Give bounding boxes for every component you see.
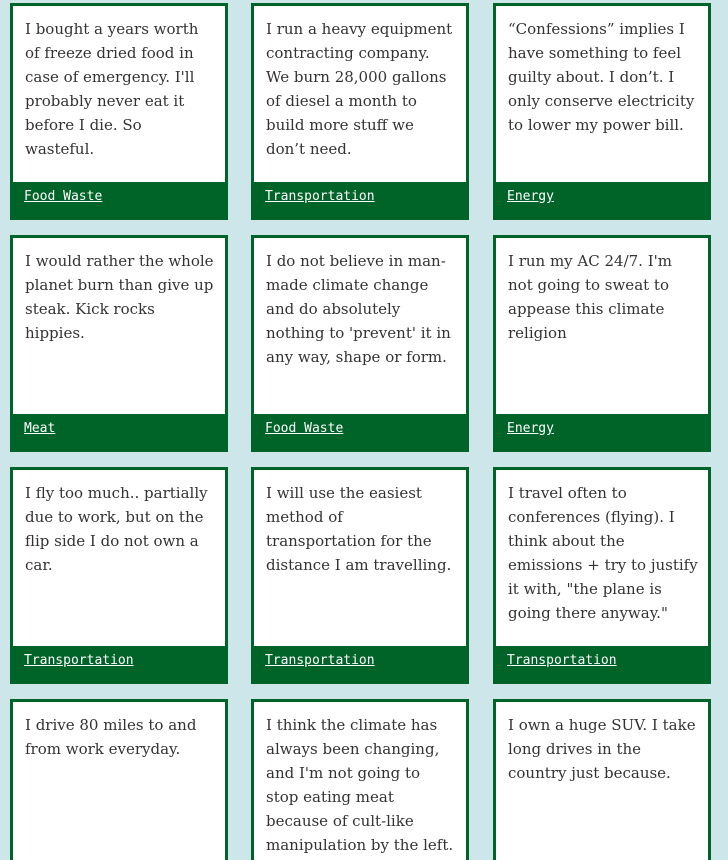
confession-card <box>251 467 469 684</box>
card-footer <box>254 182 466 217</box>
category-link-food-waste[interactable]: Food Waste <box>265 421 344 436</box>
confession-card <box>10 3 228 220</box>
confession-text: I travel often to conferences (flying). I think about the emissions + try to justify it with, "the plane is going there anyway." <box>508 484 698 622</box>
confession-card <box>493 3 711 220</box>
confession-card <box>493 467 711 684</box>
card-footer <box>496 414 708 449</box>
confession-card <box>251 235 469 452</box>
confession-card <box>493 235 711 452</box>
confession-card <box>10 235 228 452</box>
confession-card <box>493 699 711 860</box>
category-link-energy[interactable]: Energy <box>507 421 554 436</box>
confession-card <box>10 467 228 684</box>
category-link-transportation[interactable]: Transportation <box>24 653 134 668</box>
card-footer <box>254 646 466 681</box>
confession-text: I drive 80 miles to and from work everyday. <box>25 716 197 758</box>
card-footer <box>496 646 708 681</box>
confession-text: I bought a years worth of freeze dried food in case of emergency. I'll probably never eat it before I die. So wasteful. <box>25 20 199 158</box>
card-footer <box>13 182 225 217</box>
confession-card <box>251 3 469 220</box>
card-footer <box>496 182 708 217</box>
card-footer <box>254 414 466 449</box>
confession-text: “Confessions” implies I have something to feel guilty about. I don’t. I only conserve electricity to lower my power bill. <box>508 20 695 134</box>
card-footer <box>13 414 225 449</box>
confession-card <box>10 699 228 860</box>
confession-text: I do not believe in man-made climate change and do absolutely nothing to 'prevent' it in any way, shape or form. <box>266 252 451 366</box>
confession-text: I would rather the whole planet burn than give up steak. Kick rocks hippies. <box>25 252 214 342</box>
category-link-transportation[interactable]: Transportation <box>265 653 375 668</box>
confession-text: I own a huge SUV. I take long drives in the country just because. <box>508 716 696 782</box>
confession-text: I run a heavy equipment contracting company. We burn 28,000 gallons of diesel a month to build more stuff we don’t need. <box>266 20 453 158</box>
category-link-transportation[interactable]: Transportation <box>265 189 375 204</box>
category-link-food-waste[interactable]: Food Waste <box>24 189 103 204</box>
confession-text: I fly too much.. partially due to work, but on the flip side I do not own a car. <box>25 484 208 574</box>
confession-text: I run my AC 24/7. I'm not going to sweat to appease this climate religion <box>508 252 672 342</box>
category-link-energy[interactable]: Energy <box>507 189 554 204</box>
confession-text: I will use the easiest method of transportation for the distance I am travelling. <box>266 484 452 574</box>
category-link-transportation[interactable]: Transportation <box>507 653 617 668</box>
confession-card <box>251 699 469 860</box>
card-footer <box>13 646 225 681</box>
confession-text: I think the climate has always been changing, and I'm not going to stop eating meat because of cult-like manipulation by the left. <box>266 716 454 854</box>
category-link-meat[interactable]: Meat <box>24 421 56 436</box>
